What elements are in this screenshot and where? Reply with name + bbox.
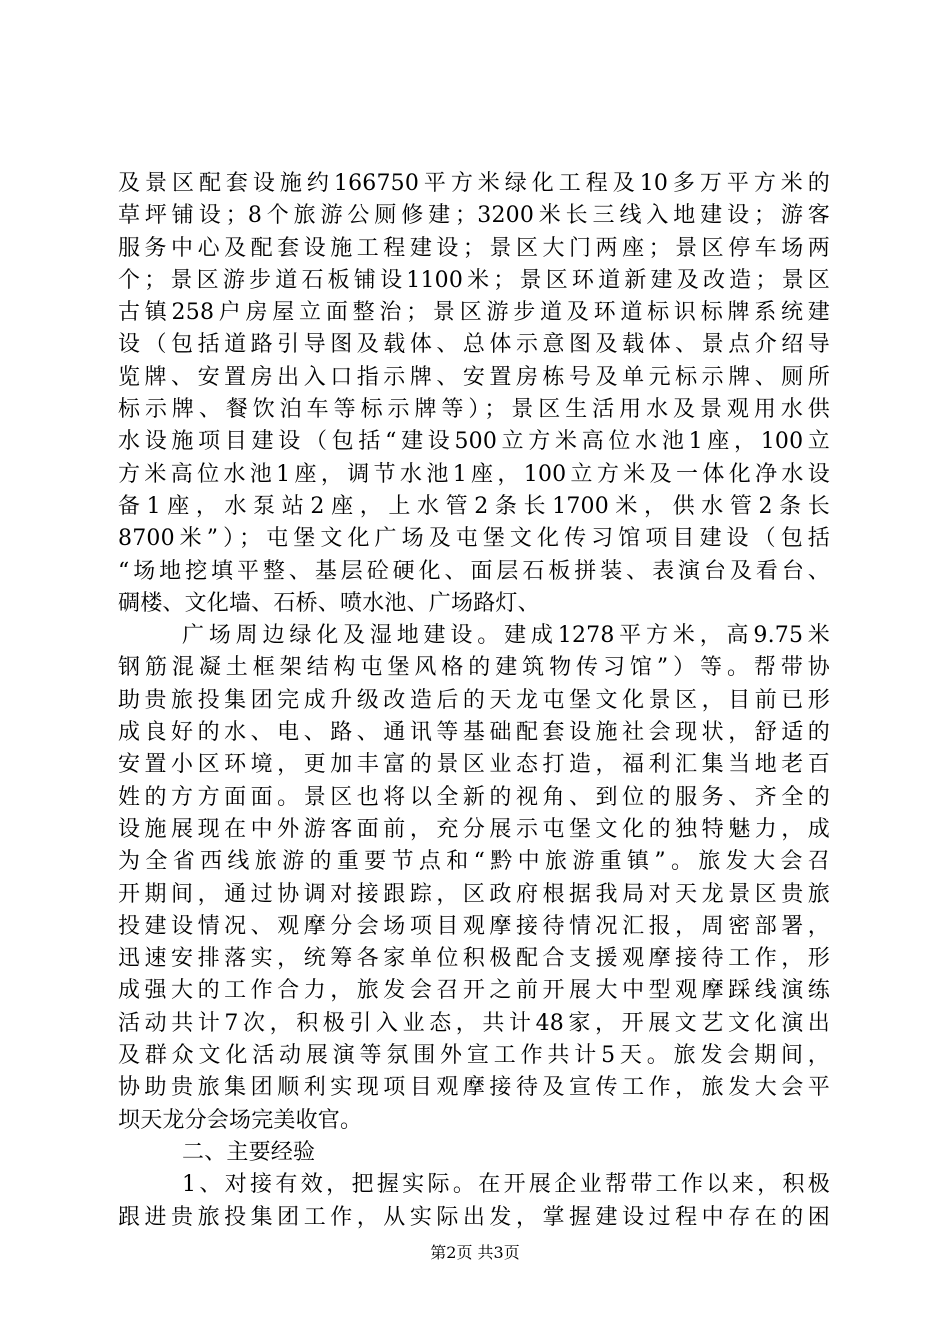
text-line-24: 投建设情况、观摩分会场项目观摩接待情况汇报，周密部署，	[118, 913, 830, 939]
text-line-28: 及群众文化活动展演等氛围外宣工作共计5天。旅发会期间，	[118, 1043, 830, 1069]
text-line-8: 标示牌、餐饮泊车等标示牌等）；景区生活用水及景观用水供	[118, 397, 830, 423]
text-line-19: 安置小区环境，更加丰富的景区业态打造，福利汇集当地老百	[118, 752, 830, 778]
text-line-2: 草坪铺设；8个旅游公厕修建；3200米长三线入地建设；游客	[118, 203, 830, 229]
text-line-16: 钢筋混凝土框架结构屯堡风格的建筑物传习馆”）等。帮带协	[118, 655, 830, 681]
text-line-5: 古镇258户房屋立面整治；景区游步道及环道标识标牌系统建	[118, 300, 830, 326]
text-line-17: 助贵旅投集团完成升级改造后的天龙屯堡文化景区，目前已形	[118, 687, 830, 713]
text-line-21: 设施展现在中外游客面前，充分展示屯堡文化的独特魅力，成	[118, 816, 830, 842]
text-line-29: 协助贵旅集团顺利实现项目观摩接待及宣传工作，旅发大会平	[118, 1075, 830, 1101]
page-number-label: 第2页 共3页	[430, 1243, 520, 1262]
text-line-20: 姓的方方面面。景区也将以全新的视角、到位的服务、齐全的	[118, 784, 830, 810]
text-line-1: 及景区配套设施约166750平方米绿化工程及10多万平方米的	[118, 171, 830, 196]
text-line-32: 1、对接有效，把握实际。在开展企业帮带工作以来，积极	[182, 1172, 830, 1198]
text-line-10: 方米高位水池1座，调节水池1座，100立方米及一体化净水设	[118, 461, 830, 487]
text-line-9: 水设施项目建设（包括“建设500立方米高位水池1座，100立	[118, 429, 830, 455]
text-line-3: 服务中心及配套设施工程建设；景区大门两座；景区停车场两	[118, 235, 830, 261]
text-line-11: 备1座，水泵站2座，上水管2条长1700米，供水管2条长	[118, 493, 830, 519]
text-line-6: 设（包括道路引导图及载体、总体示意图及载体、景点介绍导	[118, 332, 830, 358]
text-line-4: 个；景区游步道石板铺设1100米；景区环道新建及改造；景区	[118, 267, 830, 293]
text-line-25: 迅速安排落实，统筹各家单位积极配合支援观摩接待工作，形	[118, 946, 830, 972]
text-line-23: 开期间，通过协调对接跟踪，区政府根据我局对天龙景区贵旅	[118, 881, 830, 907]
document-body	[118, 168, 830, 1234]
text-line-22: 为全省西线旅游的重要节点和“黔中旅游重镇”。旅发大会召	[118, 849, 830, 875]
text-line-13: “场地挖填平整、基层砼硬化、面层石板拼装、表演台及看台、	[118, 558, 830, 584]
text-line-14: 碉楼、文化墙、石桥、喷水池、广场路灯、	[118, 590, 540, 616]
page-footer	[0, 1242, 950, 1264]
text-line-33: 跟进贵旅投集团工作，从实际出发，掌握建设过程中存在的困	[118, 1204, 830, 1230]
section-heading: 二、主要经验	[182, 1139, 316, 1165]
text-line-27: 活动共计7次，积极引入业态，共计48家，开展文艺文化演出	[118, 1010, 830, 1036]
text-line-15: 广场周边绿化及湿地建设。建成1278平方米，高9.75米	[182, 623, 830, 649]
text-line-26: 成强大的工作合力，旅发会召开之前开展大中型观摩踩线演练	[118, 978, 830, 1004]
text-line-30: 坝天龙分会场完美收官。	[118, 1107, 363, 1133]
text-line-7: 览牌、安置房出入口指示牌、安置房栋号及单元标示牌、厕所	[118, 364, 830, 390]
text-line-12: 8700米”）；屯堡文化广场及屯堡文化传习馆项目建设（包括	[118, 526, 830, 552]
text-line-18: 成良好的水、电、路、通讯等基础配套设施社会现状，舒适的	[118, 720, 830, 746]
